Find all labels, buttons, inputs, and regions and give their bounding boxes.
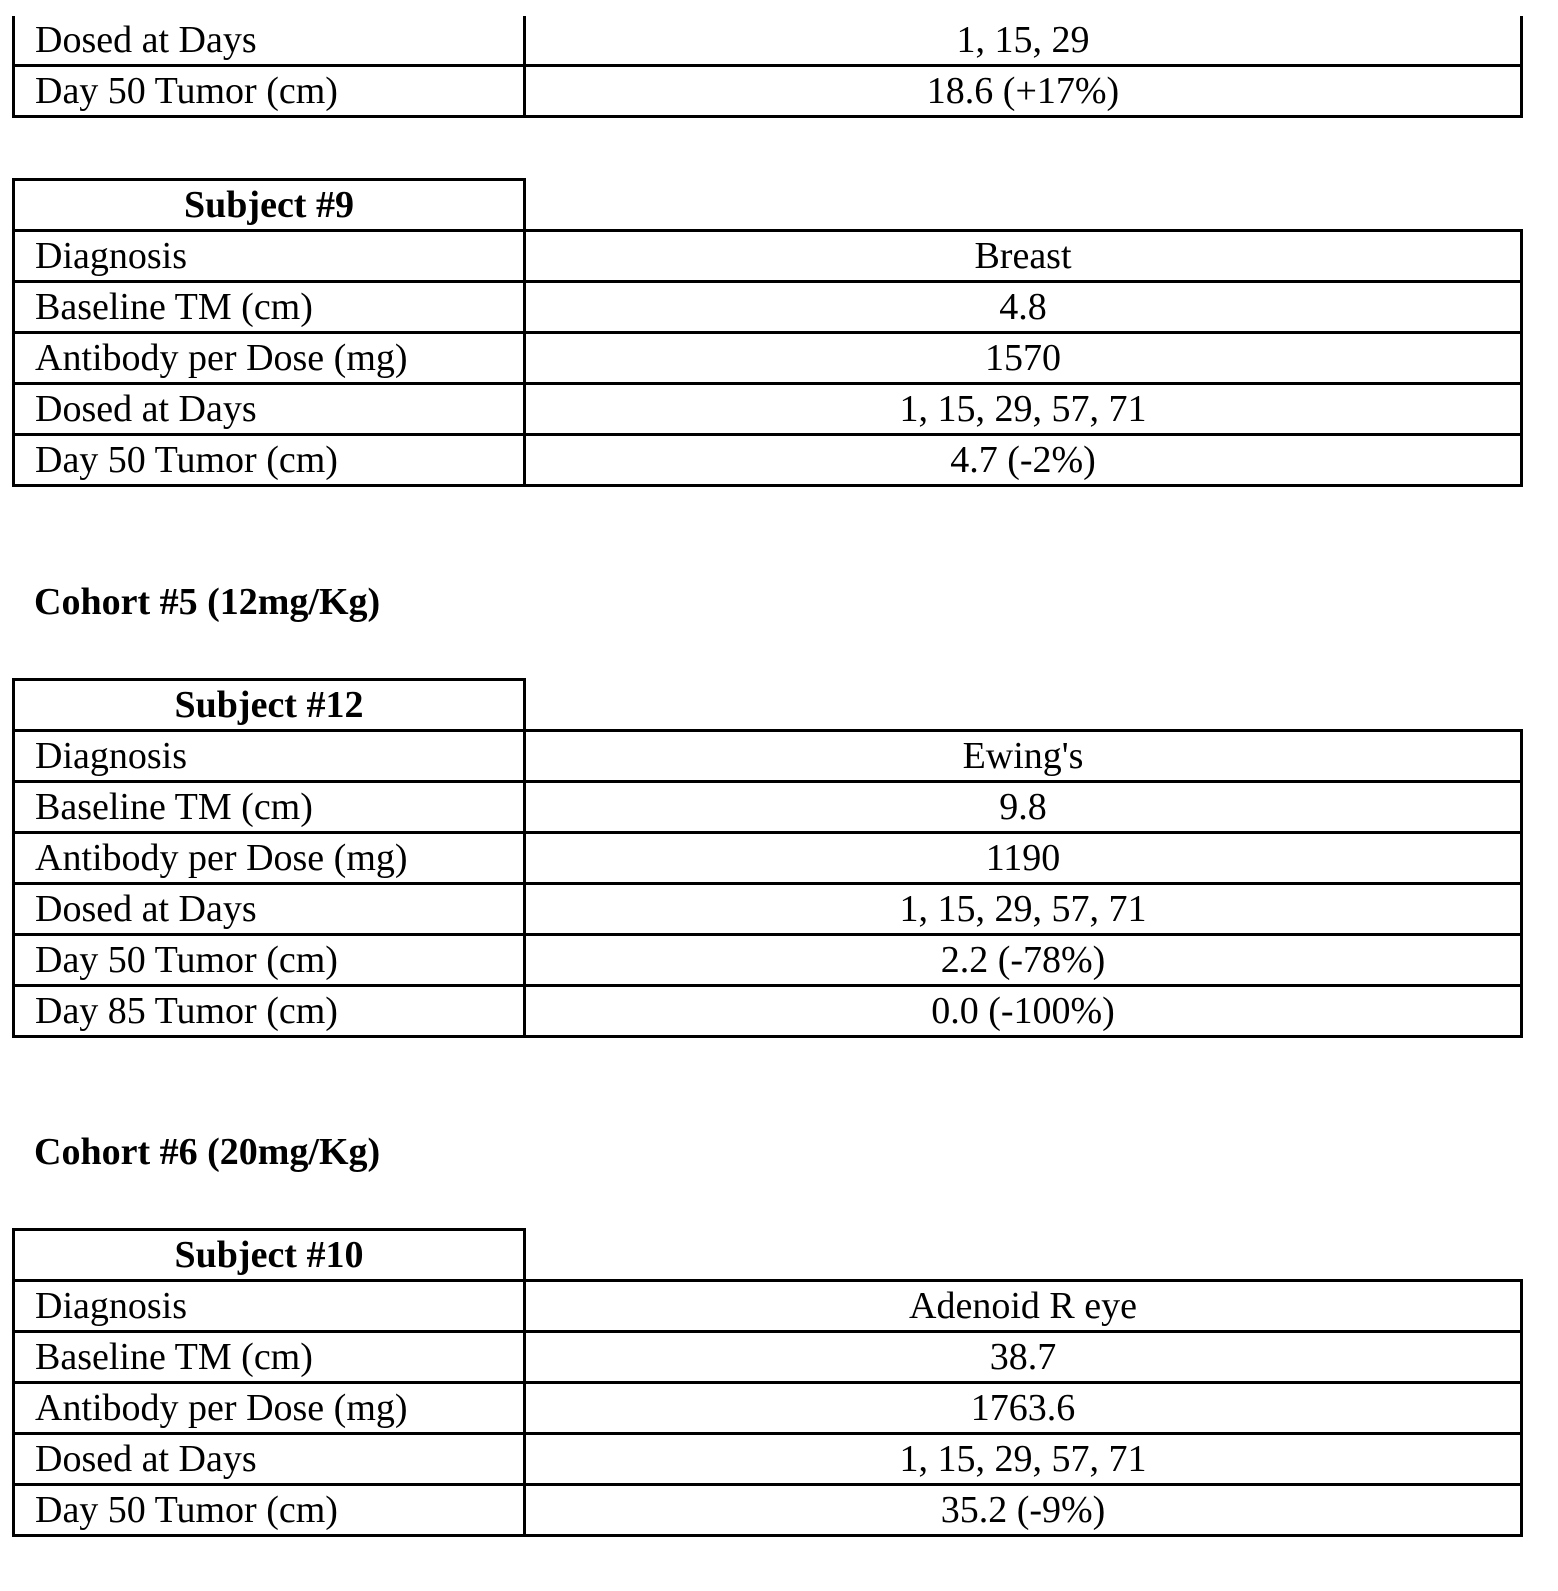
subject-9-block xyxy=(12,178,1523,487)
table-row xyxy=(14,231,1522,282)
subject-12-table xyxy=(12,678,1523,1038)
row-value: 1190 xyxy=(525,833,1522,884)
subject-10-table xyxy=(12,1228,1523,1537)
row-label: Diagnosis xyxy=(14,1281,525,1332)
row-label: Dosed at Days xyxy=(14,1434,525,1485)
table-row xyxy=(14,986,1522,1037)
table-row xyxy=(14,333,1522,384)
table-row xyxy=(14,66,1522,117)
table-row xyxy=(14,16,1522,66)
cohort-5-heading: Cohort #5 (12mg/Kg) xyxy=(34,580,380,624)
table-row xyxy=(14,833,1522,884)
row-label: Day 50 Tumor (cm) xyxy=(14,935,525,986)
table-row xyxy=(14,1434,1522,1485)
row-label: Antibody per Dose (mg) xyxy=(14,333,525,384)
table-row xyxy=(14,1485,1522,1536)
row-value: 35.2 (-9%) xyxy=(525,1485,1522,1536)
row-value: 1763.6 xyxy=(525,1383,1522,1434)
table-header-row xyxy=(14,1230,1522,1281)
partial-table-block xyxy=(12,16,1523,118)
table-row xyxy=(14,1281,1522,1332)
table-row xyxy=(14,935,1522,986)
cohort-6-heading: Cohort #6 (20mg/Kg) xyxy=(34,1130,380,1174)
row-label: Dosed at Days xyxy=(14,384,525,435)
row-value: Ewing's xyxy=(525,731,1522,782)
table-header-row xyxy=(14,180,1522,231)
row-label: Antibody per Dose (mg) xyxy=(14,833,525,884)
row-value: 38.7 xyxy=(525,1332,1522,1383)
table-row xyxy=(14,384,1522,435)
subject-10-block xyxy=(12,1228,1523,1537)
table-row xyxy=(14,731,1522,782)
table-header-row xyxy=(14,680,1522,731)
row-value: Breast xyxy=(525,231,1522,282)
row-value: 18.6 (+17%) xyxy=(525,66,1522,117)
row-value: 1, 15, 29, 57, 71 xyxy=(525,1434,1522,1485)
row-value: 0.0 (-100%) xyxy=(525,986,1522,1037)
subject-12-block xyxy=(12,678,1523,1038)
row-value: 1, 15, 29, 57, 71 xyxy=(525,384,1522,435)
table-row xyxy=(14,782,1522,833)
subject-9-table xyxy=(12,178,1523,487)
row-value: 2.2 (-78%) xyxy=(525,935,1522,986)
row-value: 1570 xyxy=(525,333,1522,384)
row-label: Baseline TM (cm) xyxy=(14,282,525,333)
blank-header-cell xyxy=(525,1230,1522,1281)
blank-header-cell xyxy=(525,680,1522,731)
row-label: Dosed at Days xyxy=(14,16,525,66)
row-value: 1, 15, 29, 57, 71 xyxy=(525,884,1522,935)
row-label: Dosed at Days xyxy=(14,884,525,935)
partial-subject-table xyxy=(12,16,1523,118)
row-label: Diagnosis xyxy=(14,231,525,282)
row-value: 4.7 (-2%) xyxy=(525,435,1522,486)
subject-title: Subject #12 xyxy=(14,680,525,731)
table-row xyxy=(14,884,1522,935)
row-value: 9.8 xyxy=(525,782,1522,833)
table-row xyxy=(14,1383,1522,1434)
table-row xyxy=(14,435,1522,486)
row-value: 1, 15, 29 xyxy=(525,16,1522,66)
row-value: Adenoid R eye xyxy=(525,1281,1522,1332)
blank-header-cell xyxy=(525,180,1522,231)
row-label: Diagnosis xyxy=(14,731,525,782)
row-label: Baseline TM (cm) xyxy=(14,782,525,833)
row-label: Day 85 Tumor (cm) xyxy=(14,986,525,1037)
subject-title: Subject #9 xyxy=(14,180,525,231)
row-label: Day 50 Tumor (cm) xyxy=(14,435,525,486)
row-label: Baseline TM (cm) xyxy=(14,1332,525,1383)
row-value: 4.8 xyxy=(525,282,1522,333)
table-row xyxy=(14,282,1522,333)
subject-title: Subject #10 xyxy=(14,1230,525,1281)
table-row xyxy=(14,1332,1522,1383)
row-label: Day 50 Tumor (cm) xyxy=(14,66,525,117)
row-label: Antibody per Dose (mg) xyxy=(14,1383,525,1434)
row-label: Day 50 Tumor (cm) xyxy=(14,1485,525,1536)
